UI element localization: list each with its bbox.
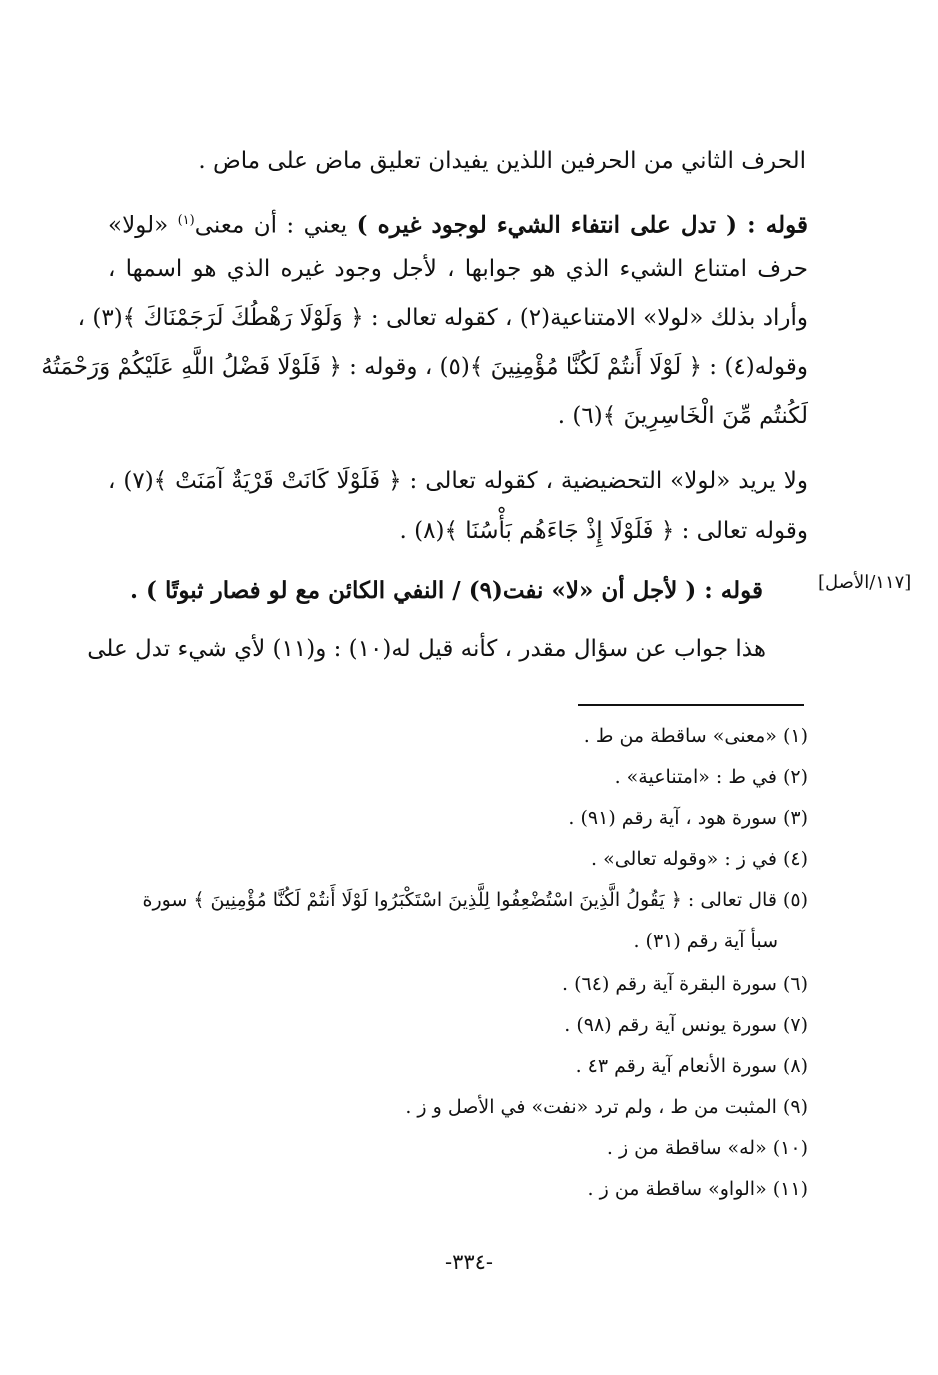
footnote-2: (٢) في ط : «امتناعية» .	[614, 766, 808, 788]
footnote-9: (٩) المثبت من ط ، ولم ترد «نفت» في الأصل و ز .	[405, 1096, 808, 1118]
text-line-2	[108, 200, 808, 247]
footnote-10: (١٠) «له» ساقطة من ز .	[606, 1137, 808, 1159]
footnote-6: (٦) سورة البقرة آية رقم (٦٤) .	[562, 973, 808, 995]
footnote-5-continued: سبأ آية رقم (٣١) .	[633, 930, 778, 952]
margin-note: [١١٧/الأصل]	[818, 572, 912, 593]
footnote-8: (٨) سورة الأنعام آية رقم ٤٣ .	[575, 1055, 808, 1077]
footnote-3: (٣) سورة هود ، آية رقم (٩١) .	[568, 807, 808, 829]
text-line-8: وقوله تعالى : ﴿ فَلَوْلَا إِذْ جَاءَهُم بَأْسُنَا ﴾(٨) .	[399, 518, 808, 544]
text-fragment: يعني : أن معنى	[194, 212, 357, 239]
footnote-5: (٥) قال تعالى : ﴿ يَقُولُ الَّذِينَ اسْتُضْعِفُوا لِلَّذِينَ اسْتَكْبَرُوا لَوْلَا أَنتُمْ لَكُنَّا مُؤْمِنِينَ ﴾ سورة	[142, 889, 808, 911]
text-line-3: حرف امتناع الشيء الذي هو جوابها ، لأجل وجود غيره الذي هو اسمها ،	[108, 256, 808, 282]
text-line-9: قوله : ( لأجل أن «لا» نفت(٩) / النفي الكائن مع لو فصار ثبوتًا ) .	[130, 577, 763, 604]
footnote-separator	[578, 704, 804, 706]
footnote-11: (١١) «الواو» ساقطة من ز .	[587, 1178, 808, 1200]
quoted-heading: قوله : ( تدل على انتفاء الشيء لوجود غيره )	[356, 211, 808, 239]
footnote-7: (٧) سورة يونس آية رقم (٩٨) .	[564, 1014, 808, 1036]
text-line-4: وأراد بذلك «لولا» الامتناعية(٢) ، كقوله تعالى : ﴿ وَلَوْلَا رَهْطُكَ لَرَجَمْنَاكَ ﴾(٣) ،	[77, 305, 808, 331]
text-line-6: لَكُنتُم مِّنَ الْخَاسِرِينَ ﴾(٦) .	[557, 403, 808, 429]
footnote-1: (١) «معنى» ساقطة من ط .	[583, 725, 808, 747]
text-fragment: «لولا»	[108, 212, 178, 239]
text-line-1: الحرف الثاني من الحرفين اللذين يفيدان تعليق ماض على ماض .	[198, 148, 806, 174]
text-line-7: ولا يريد «لولا» التحضيضية ، كقوله تعالى : ﴿ فَلَوْلَا كَانَتْ قَرْيَةٌ آمَنَتْ ﴾(٧) ،	[108, 468, 808, 494]
footnote-4: (٤) في ز : «وقوله تعالى» .	[591, 848, 808, 870]
text-line-10: هذا جواب عن سؤال مقدر ، كأنه قيل له(١٠) : و(١١) لأي شيء تدل على	[87, 636, 766, 662]
text-line-5: وقوله(٤) : ﴿ لَوْلَا أَنتُمْ لَكُنَّا مُؤْمِنِينَ ﴾(٥) ، وقوله : ﴿ فَلَوْلَا فَضْلُ اللَّهِ عَلَيْكُمْ وَرَحْمَتُهُ	[41, 354, 808, 380]
footnote-ref: (١)	[177, 213, 195, 228]
page-number: -٣٣٤-	[444, 1250, 494, 1274]
